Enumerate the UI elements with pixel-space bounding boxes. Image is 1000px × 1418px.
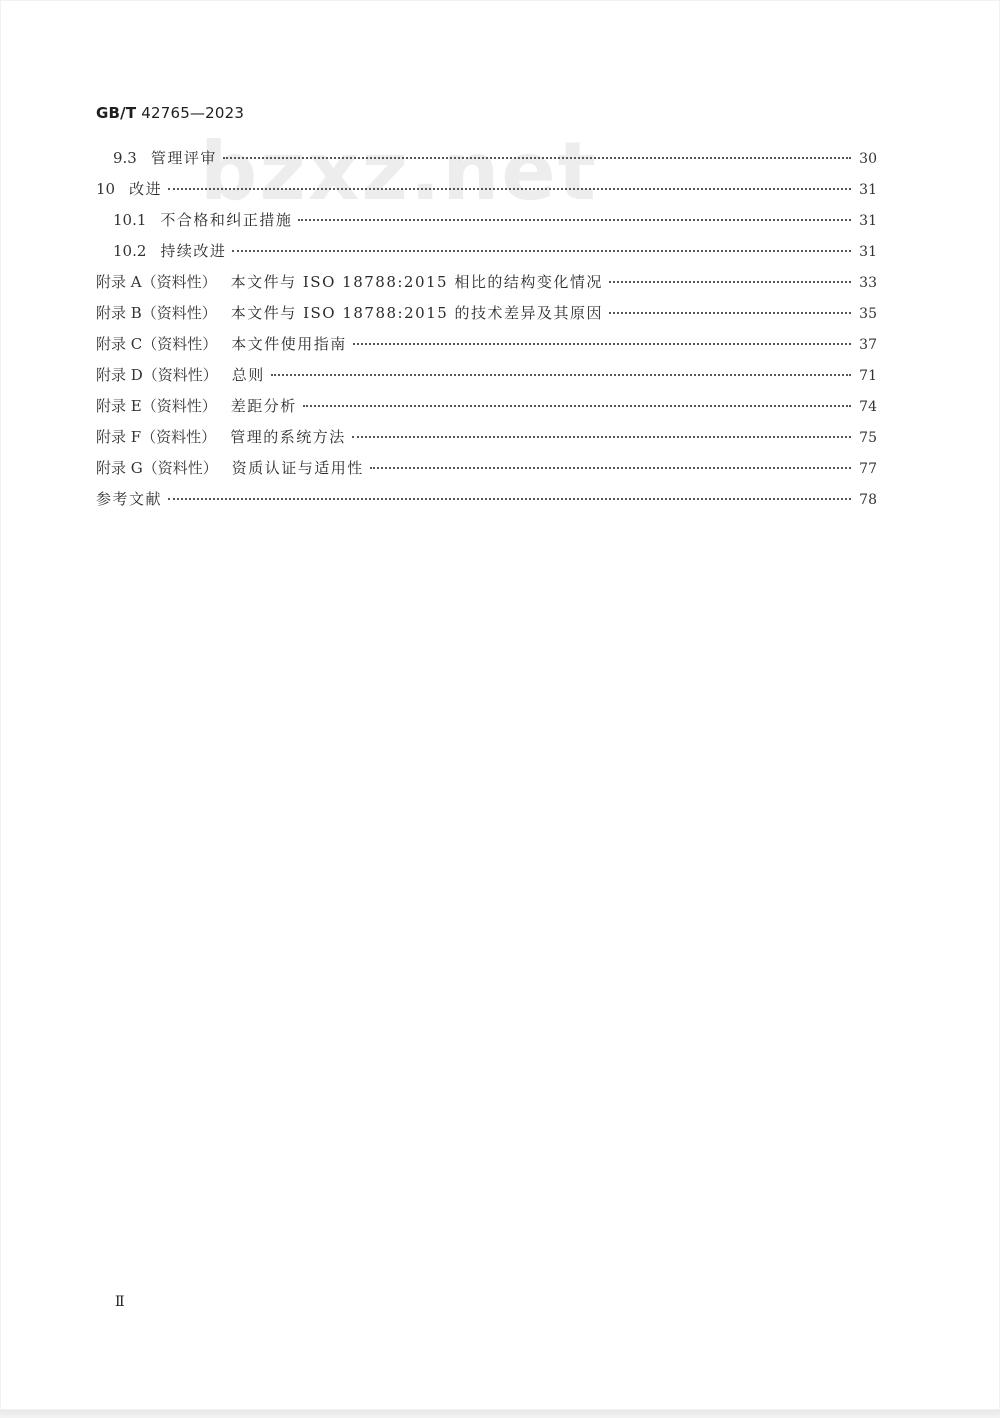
- toc-entry-number: 附录 B（资料性）: [96, 304, 217, 322]
- toc-entry-page: 37: [859, 337, 877, 353]
- toc-entry-title: 本文件与 ISO 18788:2015 相比的结构变化情况: [230, 273, 603, 291]
- toc-entry-title: 总则: [231, 366, 265, 384]
- toc-entry-title: 不合格和纠正措施: [160, 211, 293, 229]
- toc-entry-number: 10.1: [113, 211, 147, 229]
- toc-dot-leader: [609, 281, 851, 283]
- toc-dot-leader: [271, 374, 851, 376]
- toc-entry[interactable]: [96, 333, 877, 364]
- toc-entry-number: 附录 A（资料性）: [96, 273, 217, 291]
- toc-dot-leader: [168, 498, 851, 500]
- toc-entry-page: 74: [859, 399, 877, 415]
- toc-entry-title: 管理的系统方法: [230, 428, 346, 446]
- table-of-contents: [96, 147, 877, 519]
- toc-dot-leader: [353, 343, 851, 345]
- page-edge-shadow: [0, 1410, 1000, 1418]
- toc-entry[interactable]: [96, 395, 877, 426]
- toc-dot-leader: [223, 157, 851, 159]
- toc-dot-leader: [168, 188, 851, 190]
- toc-entry-number: 附录 E（资料性）: [96, 397, 217, 415]
- toc-entry-title: 本文件与 ISO 18788:2015 的技术差异及其原因: [230, 304, 604, 322]
- toc-entry-number: 附录 F（资料性）: [96, 428, 217, 446]
- toc-entry[interactable]: [96, 178, 877, 209]
- doc-code-number: 42765—2023: [141, 104, 245, 122]
- toc-entry-title: 本文件使用指南: [231, 335, 347, 353]
- toc-entry-title: 参考文献: [96, 490, 163, 508]
- toc-entry-page: 77: [859, 461, 877, 477]
- toc-entry-page: 71: [859, 368, 877, 384]
- document-code: [96, 104, 244, 122]
- toc-dot-leader: [303, 405, 851, 407]
- toc-entry-number: 9.3: [113, 149, 137, 167]
- toc-entry-page: 31: [859, 182, 877, 198]
- toc-dot-leader: [609, 312, 851, 314]
- toc-entry[interactable]: [96, 209, 877, 240]
- toc-entry[interactable]: [96, 488, 877, 519]
- toc-entry-title: 改进: [129, 180, 163, 198]
- toc-entry-number: 附录 C（资料性）: [96, 335, 218, 353]
- toc-entry[interactable]: [96, 457, 877, 488]
- toc-entry-page: 78: [859, 492, 877, 508]
- toc-entry[interactable]: [96, 426, 877, 457]
- toc-entry-title: 持续改进: [160, 242, 227, 260]
- toc-dot-leader: [232, 250, 851, 252]
- toc-entry-page: 31: [859, 244, 877, 260]
- toc-dot-leader: [352, 436, 851, 438]
- toc-entry-title: 资质认证与适用性: [231, 459, 364, 477]
- toc-entry-title: 差距分析: [230, 397, 297, 415]
- toc-dot-leader: [370, 467, 851, 469]
- toc-entry[interactable]: [96, 364, 877, 395]
- toc-entry[interactable]: [96, 302, 877, 333]
- toc-entry[interactable]: [96, 147, 877, 178]
- toc-entry-page: 35: [859, 306, 877, 322]
- toc-entry-page: 31: [859, 213, 877, 229]
- watermark: bzxz.net: [200, 125, 598, 218]
- doc-code-prefix: GB/T: [96, 104, 137, 122]
- toc-entry-number: 附录 D（资料性）: [96, 366, 218, 384]
- toc-entry[interactable]: [96, 271, 877, 302]
- toc-entry-page: 33: [859, 275, 877, 291]
- toc-entry-number: 10.2: [113, 242, 147, 260]
- toc-entry-page: 75: [859, 430, 877, 446]
- toc-dot-leader: [298, 219, 851, 221]
- toc-entry-page: 30: [859, 151, 877, 167]
- page-number: Ⅱ: [115, 1294, 125, 1310]
- toc-entry-title: 管理评审: [150, 149, 217, 167]
- toc-entry-number: 附录 G（资料性）: [96, 459, 218, 477]
- toc-entry[interactable]: [96, 240, 877, 271]
- toc-entry-number: 10: [96, 180, 116, 198]
